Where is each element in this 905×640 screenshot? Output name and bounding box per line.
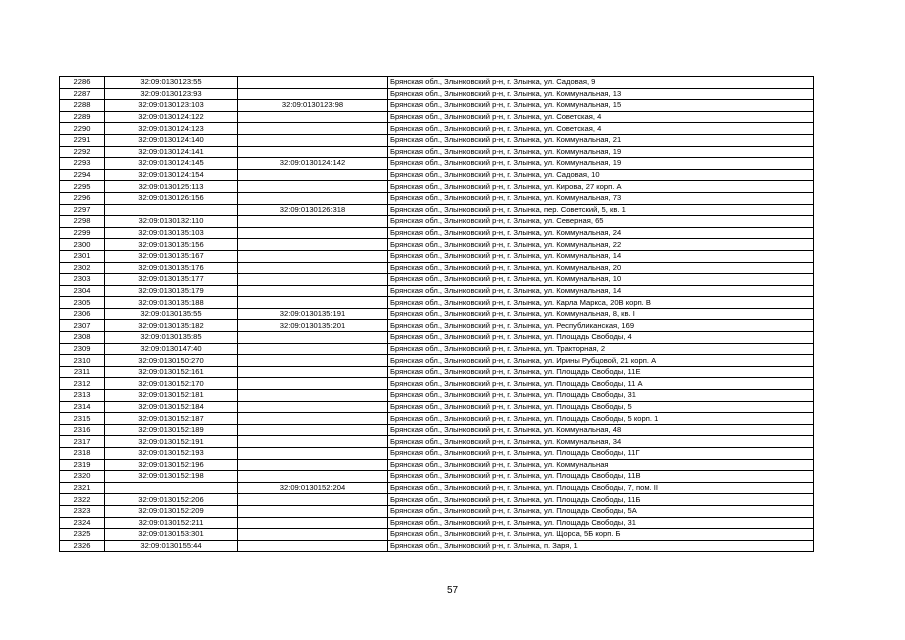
- row-number-cell: 2305: [60, 297, 105, 309]
- address-cell: Брянская обл., Злынковский р-н, г. Злынка, пер. Советский, 5, кв. 1: [388, 204, 814, 216]
- cadastral-number-cell: 32:09:0130152:181: [105, 390, 238, 402]
- address-cell: Брянская обл., Злынковский р-н, г. Злынка, п. Заря, 1: [388, 540, 814, 552]
- previous-number-cell: [238, 390, 388, 402]
- previous-number-cell: [238, 250, 388, 262]
- row-number-cell: 2309: [60, 343, 105, 355]
- cadastral-number-cell: [105, 482, 238, 494]
- address-cell: Брянская обл., Злынковский р-н, г. Злынка, ул. Площадь Свободы, 11Б: [388, 494, 814, 506]
- table-row: [60, 146, 814, 158]
- address-cell: Брянская обл., Злынковский р-н, г. Злынка, ул. Коммунальная, 22: [388, 239, 814, 251]
- address-cell: Брянская обл., Злынковский р-н, г. Злынка, ул. Площадь Свободы, 7, пом. II: [388, 482, 814, 494]
- previous-number-cell: 32:09:0130135:201: [238, 320, 388, 332]
- row-number-cell: 2292: [60, 146, 105, 158]
- row-number-cell: 2316: [60, 424, 105, 436]
- address-cell: Брянская обл., Злынковский р-н, г. Злынка, ул. Площадь Свободы, 31: [388, 390, 814, 402]
- address-cell: Брянская обл., Злынковский р-н, г. Злынка, ул. Коммунальная, 48: [388, 424, 814, 436]
- cadastral-number-cell: 32:09:0130124:141: [105, 146, 238, 158]
- previous-number-cell: [238, 343, 388, 355]
- table-row: [60, 192, 814, 204]
- row-number-cell: 2308: [60, 332, 105, 344]
- row-number-cell: 2313: [60, 390, 105, 402]
- previous-number-cell: [238, 134, 388, 146]
- row-number-cell: 2300: [60, 239, 105, 251]
- row-number-cell: 2302: [60, 262, 105, 274]
- cadastral-number-cell: 32:09:0130135:177: [105, 274, 238, 286]
- table-row: [60, 100, 814, 112]
- table-body: [60, 77, 814, 552]
- table-row: [60, 308, 814, 320]
- address-cell: Брянская обл., Злынковский р-н, г. Злынка, ул. Площадь Свободы, 5 корп. 1: [388, 413, 814, 425]
- row-number-cell: 2321: [60, 482, 105, 494]
- table-row: [60, 413, 814, 425]
- table-row: [60, 378, 814, 390]
- table-row: [60, 332, 814, 344]
- row-number-cell: 2291: [60, 134, 105, 146]
- table-row: [60, 123, 814, 135]
- row-number-cell: 2310: [60, 355, 105, 367]
- previous-number-cell: [238, 378, 388, 390]
- address-cell: Брянская обл., Злынковский р-н, г. Злынка, ул. Коммунальная, 73: [388, 192, 814, 204]
- row-number-cell: 2299: [60, 227, 105, 239]
- cadastral-number-cell: 32:09:0130124:122: [105, 111, 238, 123]
- cadastral-number-cell: 32:09:0130152:209: [105, 505, 238, 517]
- table-row: [60, 366, 814, 378]
- table-row: [60, 181, 814, 193]
- address-cell: Брянская обл., Злынковский р-н, г. Злынка, ул. Площадь Свободы, 4: [388, 332, 814, 344]
- address-cell: Брянская обл., Злынковский р-н, г. Злынка, ул. Коммунальная, 24: [388, 227, 814, 239]
- table-row: [60, 216, 814, 228]
- previous-number-cell: [238, 77, 388, 89]
- previous-number-cell: [238, 401, 388, 413]
- cadastral-number-cell: 32:09:0130135:85: [105, 332, 238, 344]
- address-cell: Брянская обл., Злынковский р-н, г. Злынка, ул. Площадь Свободы, 11Г: [388, 448, 814, 460]
- table-row: [60, 529, 814, 541]
- address-cell: Брянская обл., Злынковский р-н, г. Злынка, ул. Карла Маркса, 20В корп. В: [388, 297, 814, 309]
- previous-number-cell: [238, 88, 388, 100]
- cadastral-number-cell: 32:09:0130132:110: [105, 216, 238, 228]
- row-number-cell: 2325: [60, 529, 105, 541]
- address-cell: Брянская обл., Злынковский р-н, г. Злынка, ул. Коммунальная, 14: [388, 250, 814, 262]
- table-row: [60, 158, 814, 170]
- row-number-cell: 2303: [60, 274, 105, 286]
- address-cell: Брянская обл., Злынковский р-н, г. Злынка, ул. Кирова, 27 корп. А: [388, 181, 814, 193]
- cadastral-number-cell: 32:09:0130135:103: [105, 227, 238, 239]
- row-number-cell: 2304: [60, 285, 105, 297]
- address-cell: Брянская обл., Злынковский р-н, г. Злынка, ул. Ирины Рубцовой, 21 корп. А: [388, 355, 814, 367]
- previous-number-cell: [238, 192, 388, 204]
- previous-number-cell: [238, 285, 388, 297]
- cadastral-number-cell: 32:09:0130135:176: [105, 262, 238, 274]
- previous-number-cell: [238, 366, 388, 378]
- table-row: [60, 505, 814, 517]
- address-cell: Брянская обл., Злынковский р-н, г. Злынка, ул. Коммунальная, 34: [388, 436, 814, 448]
- cadastral-number-cell: 32:09:0130135:188: [105, 297, 238, 309]
- cadastral-number-cell: 32:09:0130152:184: [105, 401, 238, 413]
- table-row: [60, 169, 814, 181]
- row-number-cell: 2289: [60, 111, 105, 123]
- previous-number-cell: [238, 413, 388, 425]
- previous-number-cell: [238, 540, 388, 552]
- row-number-cell: 2324: [60, 517, 105, 529]
- previous-number-cell: [238, 227, 388, 239]
- table-row: [60, 320, 814, 332]
- cadastral-number-cell: 32:09:0130135:179: [105, 285, 238, 297]
- table-row: [60, 401, 814, 413]
- previous-number-cell: [238, 111, 388, 123]
- previous-number-cell: [238, 459, 388, 471]
- previous-number-cell: [238, 332, 388, 344]
- cadastral-number-cell: 32:09:0130126:156: [105, 192, 238, 204]
- address-cell: Брянская обл., Злынковский р-н, г. Злынка, ул. Коммунальная, 8, кв. I: [388, 308, 814, 320]
- table-row: [60, 285, 814, 297]
- row-number-cell: 2317: [60, 436, 105, 448]
- cadastral-number-cell: 32:09:0130152:198: [105, 471, 238, 483]
- row-number-cell: 2293: [60, 158, 105, 170]
- table-row: [60, 77, 814, 89]
- address-cell: Брянская обл., Злынковский р-н, г. Злынка, ул. Коммунальная, 19: [388, 146, 814, 158]
- cadastral-number-cell: 32:09:0130123:103: [105, 100, 238, 112]
- cadastral-number-cell: 32:09:0130124:140: [105, 134, 238, 146]
- table-row: [60, 297, 814, 309]
- row-number-cell: 2314: [60, 401, 105, 413]
- table-row: [60, 111, 814, 123]
- cadastral-number-cell: 32:09:0130152:193: [105, 448, 238, 460]
- address-cell: Брянская обл., Злынковский р-н, г. Злынка, ул. Северная, 65: [388, 216, 814, 228]
- row-number-cell: 2296: [60, 192, 105, 204]
- previous-number-cell: [238, 529, 388, 541]
- cadastral-number-cell: 32:09:0130152:189: [105, 424, 238, 436]
- row-number-cell: 2315: [60, 413, 105, 425]
- address-cell: Брянская обл., Злынковский р-н, г. Злынка, ул. Щорса, 5Б корп. Б: [388, 529, 814, 541]
- address-cell: Брянская обл., Злынковский р-н, г. Злынка, ул. Тракторная, 2: [388, 343, 814, 355]
- previous-number-cell: [238, 471, 388, 483]
- table-row: [60, 494, 814, 506]
- table-row: [60, 227, 814, 239]
- cadastral-number-cell: 32:09:0130124:123: [105, 123, 238, 135]
- previous-number-cell: [238, 239, 388, 251]
- previous-number-cell: [238, 216, 388, 228]
- previous-number-cell: [238, 146, 388, 158]
- cadastral-number-cell: 32:09:0130124:154: [105, 169, 238, 181]
- cadastral-number-cell: 32:09:0130152:211: [105, 517, 238, 529]
- previous-number-cell: [238, 169, 388, 181]
- address-cell: Брянская обл., Злынковский р-н, г. Злынка, ул. Садовая, 9: [388, 77, 814, 89]
- cadastral-number-cell: 32:09:0130135:182: [105, 320, 238, 332]
- cadastral-number-cell: 32:09:0130135:167: [105, 250, 238, 262]
- table-row: [60, 134, 814, 146]
- previous-number-cell: [238, 517, 388, 529]
- row-number-cell: 2306: [60, 308, 105, 320]
- table-row: [60, 482, 814, 494]
- row-number-cell: 2295: [60, 181, 105, 193]
- row-number-cell: 2288: [60, 100, 105, 112]
- previous-number-cell: [238, 355, 388, 367]
- row-number-cell: 2286: [60, 77, 105, 89]
- address-cell: Брянская обл., Злынковский р-н, г. Злынка, ул. Коммунальная, 13: [388, 88, 814, 100]
- table-row: [60, 471, 814, 483]
- cadastral-number-cell: 32:09:0130135:55: [105, 308, 238, 320]
- table-row: [60, 250, 814, 262]
- table-row: [60, 436, 814, 448]
- previous-number-cell: [238, 123, 388, 135]
- address-cell: Брянская обл., Злынковский р-н, г. Злынка, ул. Площадь Свободы, 5А: [388, 505, 814, 517]
- address-cell: Брянская обл., Злынковский р-н, г. Злынка, ул. Советская, 4: [388, 123, 814, 135]
- previous-number-cell: [238, 448, 388, 460]
- cadastral-number-cell: 32:09:0130123:55: [105, 77, 238, 89]
- address-cell: Брянская обл., Злынковский р-н, г. Злынка, ул. Площадь Свободы, 11 А: [388, 378, 814, 390]
- address-cell: Брянская обл., Злынковский р-н, г. Злынка, ул. Площадь Свободы, 11В: [388, 471, 814, 483]
- table-row: [60, 343, 814, 355]
- previous-number-cell: 32:09:0130135:191: [238, 308, 388, 320]
- row-number-cell: 2290: [60, 123, 105, 135]
- row-number-cell: 2323: [60, 505, 105, 517]
- address-cell: Брянская обл., Злынковский р-н, г. Злынка, ул. Площадь Свободы, 31: [388, 517, 814, 529]
- row-number-cell: 2320: [60, 471, 105, 483]
- cadastral-number-cell: 32:09:0130153:301: [105, 529, 238, 541]
- table-row: [60, 88, 814, 100]
- cadastral-number-cell: 32:09:0130155:44: [105, 540, 238, 552]
- cadastral-number-cell: 32:09:0130152:196: [105, 459, 238, 471]
- address-cell: Брянская обл., Злынковский р-н, г. Злынка, ул. Коммунальная, 14: [388, 285, 814, 297]
- row-number-cell: 2322: [60, 494, 105, 506]
- table-row: [60, 355, 814, 367]
- previous-number-cell: [238, 494, 388, 506]
- cadastral-number-cell: 32:09:0130150:270: [105, 355, 238, 367]
- row-number-cell: 2298: [60, 216, 105, 228]
- table-row: [60, 540, 814, 552]
- previous-number-cell: [238, 297, 388, 309]
- page-number: 57: [446, 585, 459, 596]
- cadastral-number-cell: 32:09:0130152:187: [105, 413, 238, 425]
- cadastral-number-cell: 32:09:0130152:206: [105, 494, 238, 506]
- table-row: [60, 390, 814, 402]
- previous-number-cell: 32:09:0130124:142: [238, 158, 388, 170]
- row-number-cell: 2297: [60, 204, 105, 216]
- table-row: [60, 274, 814, 286]
- address-cell: Брянская обл., Злынковский р-н, г. Злынка, ул. Площадь Свободы, 11Е: [388, 366, 814, 378]
- previous-number-cell: [238, 505, 388, 517]
- table-row: [60, 459, 814, 471]
- table-row: [60, 448, 814, 460]
- cadastral-number-cell: 32:09:0130124:145: [105, 158, 238, 170]
- address-cell: Брянская обл., Злынковский р-н, г. Злынка, ул. Республиканская, 169: [388, 320, 814, 332]
- previous-number-cell: 32:09:0130123:98: [238, 100, 388, 112]
- previous-number-cell: [238, 424, 388, 436]
- previous-number-cell: 32:09:0130126:318: [238, 204, 388, 216]
- table-row: [60, 424, 814, 436]
- address-cell: Брянская обл., Злынковский р-н, г. Злынка, ул. Советская, 4: [388, 111, 814, 123]
- row-number-cell: 2312: [60, 378, 105, 390]
- address-cell: Брянская обл., Злынковский р-н, г. Злынка, ул. Коммунальная: [388, 459, 814, 471]
- row-number-cell: 2326: [60, 540, 105, 552]
- cadastral-number-cell: 32:09:0130125:113: [105, 181, 238, 193]
- address-cell: Брянская обл., Злынковский р-н, г. Злынка, ул. Коммунальная, 21: [388, 134, 814, 146]
- cadastral-number-cell: 32:09:0130123:93: [105, 88, 238, 100]
- address-cell: Брянская обл., Злынковский р-н, г. Злынка, ул. Коммунальная, 10: [388, 274, 814, 286]
- address-cell: Брянская обл., Злынковский р-н, г. Злынка, ул. Садовая, 10: [388, 169, 814, 181]
- row-number-cell: 2307: [60, 320, 105, 332]
- address-cell: Брянская обл., Злынковский р-н, г. Злынка, ул. Коммунальная, 15: [388, 100, 814, 112]
- table-row: [60, 517, 814, 529]
- cadastral-number-cell: 32:09:0130152:161: [105, 366, 238, 378]
- cadastral-number-cell: 32:09:0130152:170: [105, 378, 238, 390]
- address-cell: Брянская обл., Злынковский р-н, г. Злынка, ул. Площадь Свободы, 5: [388, 401, 814, 413]
- cadastral-number-cell: 32:09:0130152:191: [105, 436, 238, 448]
- cadastral-number-cell: [105, 204, 238, 216]
- address-cell: Брянская обл., Злынковский р-н, г. Злынка, ул. Коммунальная, 20: [388, 262, 814, 274]
- row-number-cell: 2301: [60, 250, 105, 262]
- table-row: [60, 239, 814, 251]
- row-number-cell: 2311: [60, 366, 105, 378]
- row-number-cell: 2318: [60, 448, 105, 460]
- table-row: [60, 262, 814, 274]
- row-number-cell: 2287: [60, 88, 105, 100]
- previous-number-cell: [238, 274, 388, 286]
- previous-number-cell: [238, 181, 388, 193]
- row-number-cell: 2294: [60, 169, 105, 181]
- previous-number-cell: 32:09:0130152:204: [238, 482, 388, 494]
- table-row: [60, 204, 814, 216]
- previous-number-cell: [238, 436, 388, 448]
- previous-number-cell: [238, 262, 388, 274]
- cadastral-number-cell: 32:09:0130147:40: [105, 343, 238, 355]
- cadastre-table: [59, 76, 814, 552]
- address-cell: Брянская обл., Злынковский р-н, г. Злынка, ул. Коммунальная, 19: [388, 158, 814, 170]
- cadastral-number-cell: 32:09:0130135:156: [105, 239, 238, 251]
- row-number-cell: 2319: [60, 459, 105, 471]
